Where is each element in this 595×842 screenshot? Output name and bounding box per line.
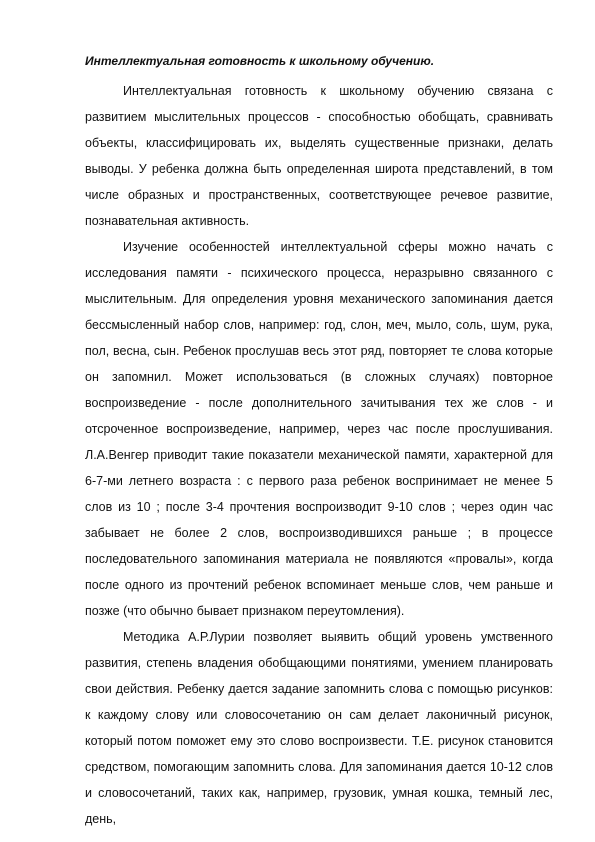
document-page xyxy=(85,50,553,832)
document-heading: Интеллектуальная готовность к школьному обучению. xyxy=(85,54,435,68)
paragraph-luria-method: Методика А.Р.Лурии позволяет выявить общий уровень умственного развития, степень владения обобщающими понятиями, умением планировать свои действия. Ребенку дается задание запомнить слова с помощью рисунков: к каждому слову или словосочетанию он сам делает лаконичный рисунок, который потом поможет ему это слово воспроизвести. Т.Е. рисунок становится средством, помогающим запомнить слова. Для запоминания дается 10-12 слов и словосочетаний, таких как, например, грузовик, умная кошка, темный лес, день, xyxy=(85,630,553,826)
paragraph-intro: Интеллектуальная готовность к школьному обучению связана с развитием мыслительных процессов - способностью обобщать, сравнивать объекты, классифицировать их, выделять существенные признаки, делать выводы. У ребенка должна быть определенная широта представлений, в том числе образных и пространственных, соответствующее речевое развитие, познавательная активность. xyxy=(85,84,553,228)
paragraph-memory: Изучение особенностей интеллектуальной сферы можно начать с исследования памяти - психического процесса, неразрывно связанного с мыслительным. Для определения уровня механического запоминания дается бессмысленный набор слов, например: год, слон, меч, мыло, соль, шум, рука, пол, весна, сын. Ребенок прослушав весь этот ряд, повторяет те слова которые он запомнил. Может использоваться (в сложных случаях) повторное воспроизведение - после дополнительного зачитывания тех же слов - и отсроченное воспроизведение, например, через час после прослушивания. Л.А.Венгер приводит такие показатели механической памяти, характерной для 6-7-ми летнего возраста : с первого раза ребенок воспринимает не менее 5 слов из 10 ; после 3-4 прочтения воспроизводит 9-10 слов ; через один час забывает не более 2 слов, воспроизводившихся раньше ; в процессе последовательного запоминания материала не появляются «провалы», когда после одного из прочтений ребенок вспоминает меньше слов, чем раньше и позже (что обычно бывает признаком переутомления). xyxy=(85,240,553,618)
